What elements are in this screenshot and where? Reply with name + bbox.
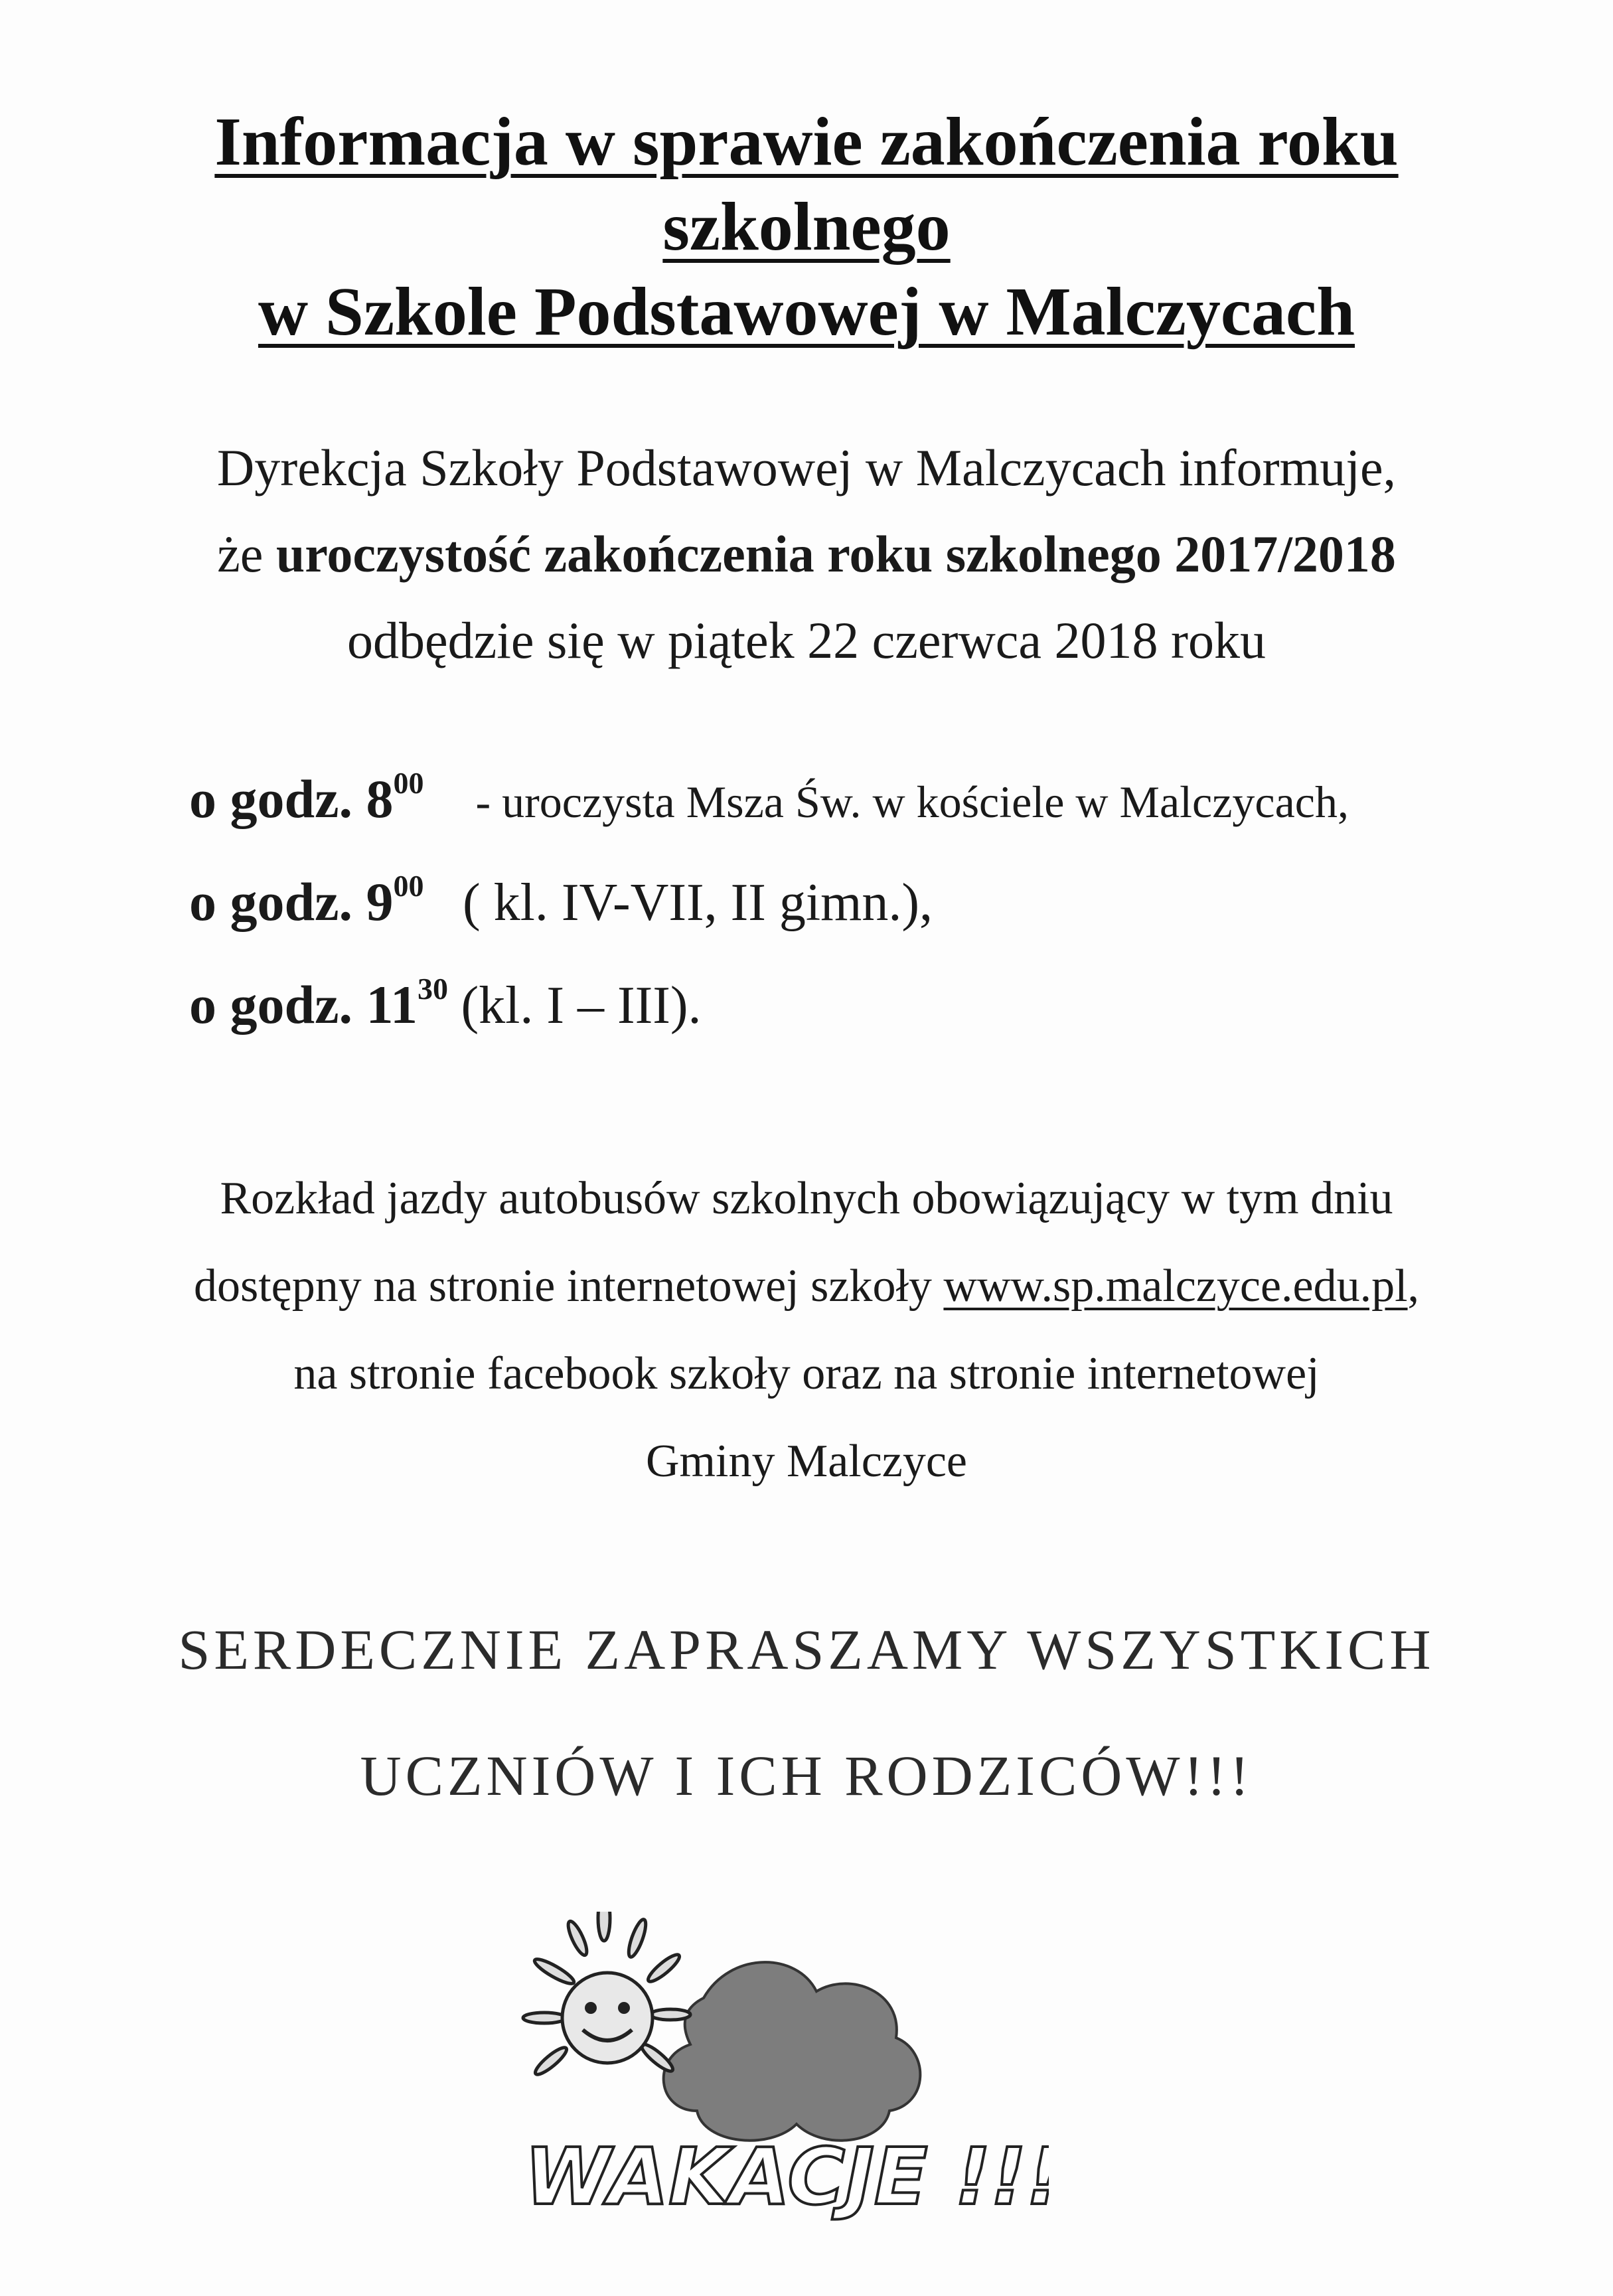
bus-line-2-suffix: , [1407, 1261, 1420, 1312]
schedule-lead: o godz. [189, 974, 366, 1035]
schedule-hour: 8 [366, 769, 394, 829]
schedule-item [189, 956, 1349, 1059]
intro-line-2-bold: uroczystość zakończenia roku szkolnego 2017/2018 [275, 525, 1396, 583]
schedule-lead: o godz. [189, 769, 366, 829]
page-title [0, 100, 1613, 354]
schedule-hour: 9 [366, 872, 394, 932]
bus-line-3: na stronie facebook szkoły oraz na stronie internetowej [293, 1348, 1320, 1399]
bus-line-4: Gminy Malczyce [646, 1436, 967, 1487]
title-line-3: w Szkole Podstawowej w Malczycach [258, 273, 1355, 350]
schedule-minutes: 30 [417, 972, 448, 1006]
schedule-item [189, 750, 1349, 853]
schedule-description: - uroczysta Msza Św. w kościele w Malczycach, [475, 777, 1349, 827]
schedule-hour: 11 [366, 974, 418, 1035]
school-website-link[interactable]: www.sp.malczyce.edu.pl [943, 1261, 1408, 1312]
schedule-minutes: 00 [393, 766, 424, 800]
schedule-item [189, 853, 1349, 956]
sun-cloud-icon [504, 1912, 1049, 2270]
schedule-list [189, 750, 1349, 1059]
schedule-description: (kl. I – III). [461, 976, 702, 1035]
title-line-2: szkolnego [662, 189, 951, 265]
intro-line-3: odbędzie się w piątek 22 czerwca 2018 roku [347, 611, 1266, 669]
intro-paragraph [0, 425, 1613, 684]
intro-line-2 [0, 511, 1613, 597]
invitation-line-2: UCZNIÓW I ICH RODZICÓW!!! [360, 1744, 1253, 1807]
intro-line-2-prefix: że [217, 525, 276, 583]
wakacje-logo [504, 1912, 1049, 2270]
bus-line-1: Rozkład jazdy autobusów szkolnych obowiązujący w tym dniu [220, 1173, 1393, 1224]
bus-info [0, 1155, 1613, 1505]
invitation [0, 1586, 1613, 1839]
title-line-1: Informacja w sprawie zakończenia roku [214, 104, 1399, 180]
schedule-description: ( kl. IV-VII, II gimn.), [463, 874, 933, 932]
bus-line-2-prefix: dostępny na stronie internetowej szkoły [193, 1261, 944, 1312]
schedule-minutes: 00 [393, 869, 424, 903]
invitation-line-1: SERDECZNIE ZAPRASZAMY WSZYSTKICH [178, 1618, 1435, 1681]
logo-text: WAKACJE !!! [524, 2131, 1049, 2222]
schedule-lead: o godz. [189, 872, 366, 932]
bus-line-2 [0, 1243, 1613, 1330]
intro-line-1: Dyrekcja Szkoły Podstawowej w Malczycach informuje, [216, 439, 1397, 497]
